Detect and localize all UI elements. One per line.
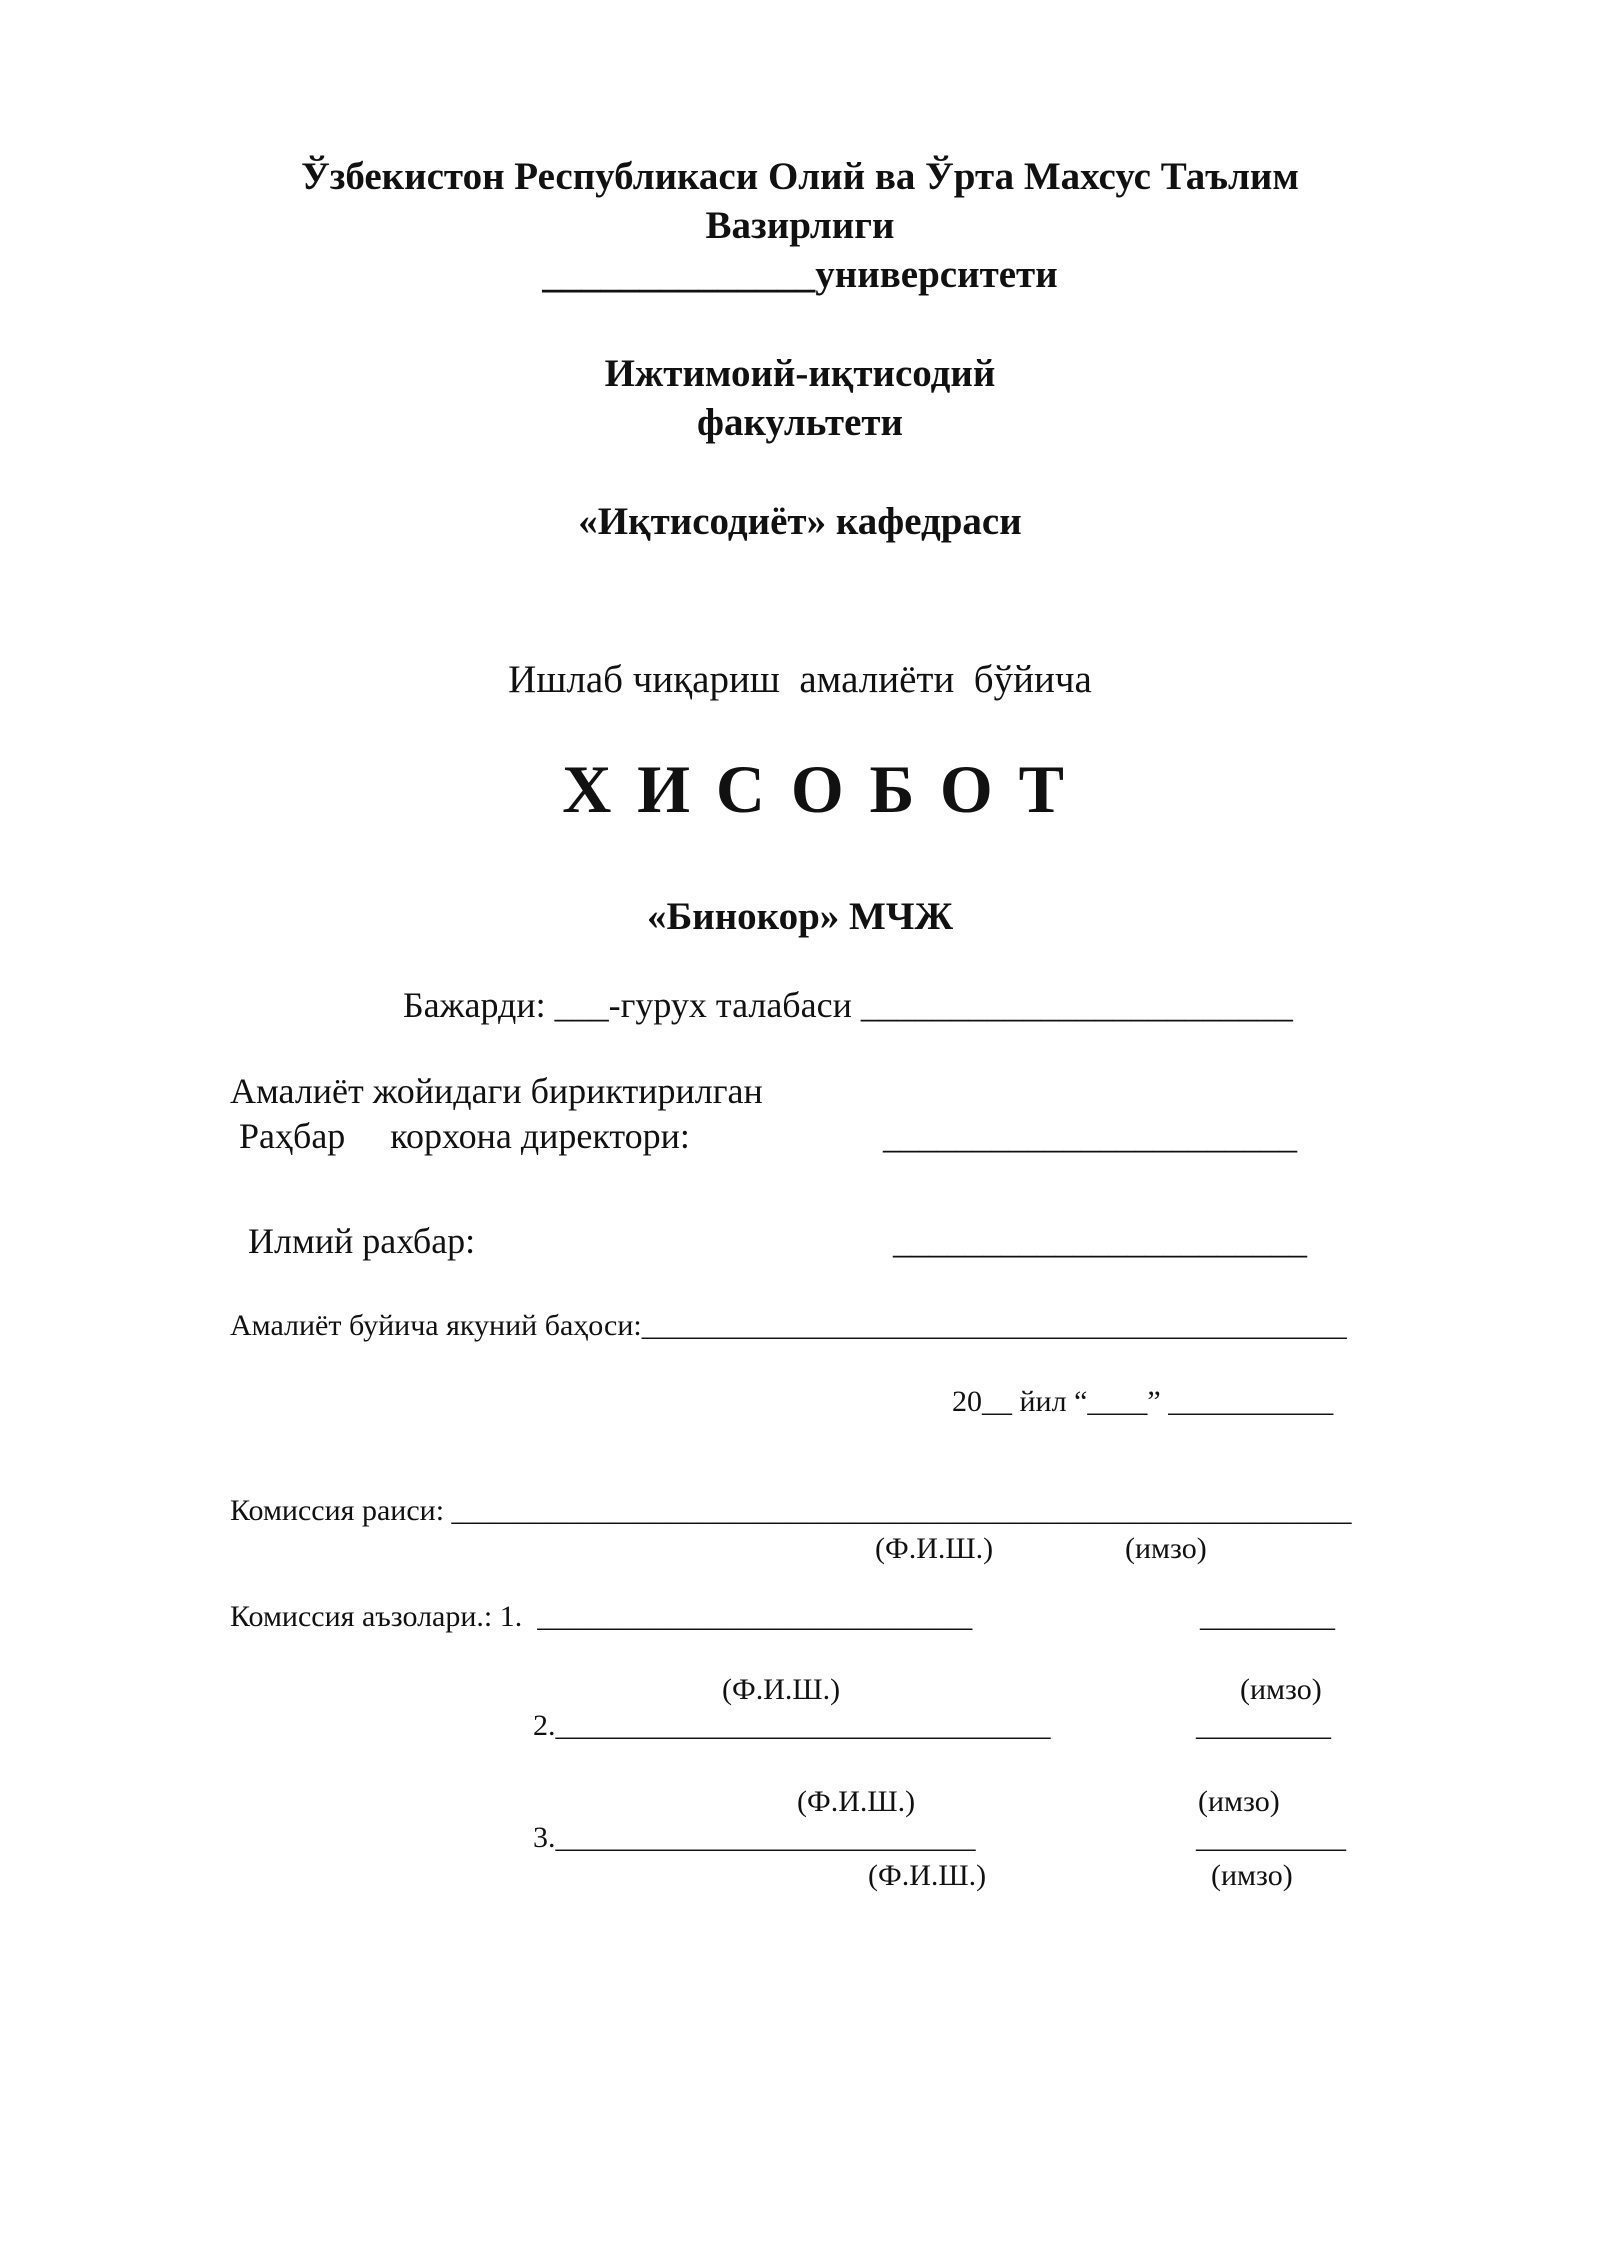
- member2-signature-blank: _________: [1196, 1709, 1331, 1742]
- ministry-title-line1: Ўзбекистон Республикаси Олий ва Ўрта Махсус Таълим: [301, 155, 1299, 198]
- ministry-title-line2: Вазирлиги: [705, 204, 895, 247]
- member3-fish-label: (Ф.И.Ш.): [868, 1859, 987, 1892]
- performed-by-line: Бажарди: ___-гурух талабаси ________________________: [403, 985, 1293, 1025]
- supervisor-signature-blank: _______________________: [883, 1116, 1297, 1156]
- commission-chair-line: Комиссия раиси: ____________________________________________________________: [230, 1494, 1352, 1527]
- member3-signature-label: (имзо): [1211, 1859, 1293, 1892]
- chair-fish-label: (Ф.И.Ш.): [875, 1532, 994, 1565]
- member3-signature-blank: __________: [1196, 1821, 1346, 1854]
- supervisor-line1: Амалиёт жойидаги бириктирилган: [230, 1071, 763, 1111]
- member2-signature-label: (имзо): [1198, 1785, 1280, 1818]
- supervisor-line2: Раҳбар корхона директори:: [239, 1116, 690, 1156]
- faculty-line1: Ижтимоий-иқтисодий: [604, 352, 996, 395]
- company-name: «Бинокор» МЧЖ: [646, 895, 954, 938]
- member1-fish-label: (Ф.И.Ш.): [722, 1673, 841, 1706]
- member3-line: 3.____________________________: [533, 1821, 976, 1854]
- report-title: ХИСОБОТ: [562, 751, 1090, 827]
- final-grade-line: Амалиёт буйича якуний баҳоси:_______________________________________________: [230, 1309, 1347, 1342]
- university-line: ______________университети: [542, 253, 1058, 296]
- member1-signature-label: (имзо): [1240, 1673, 1322, 1706]
- member2-fish-label: (Ф.И.Ш.): [797, 1785, 916, 1818]
- chair-signature-label: (имзо): [1125, 1532, 1207, 1565]
- scientific-supervisor-blank: _______________________: [893, 1221, 1307, 1261]
- commission-members-line1: Комиссия аъзолари.: 1. _____________________________: [230, 1600, 973, 1633]
- date-line: 20__ йил “____” ___________: [952, 1385, 1334, 1418]
- report-subtitle: Ишлаб чиқариш амалиёти бўйича: [508, 658, 1092, 701]
- department-line: «Иқтисодиёт» кафедраси: [578, 500, 1022, 543]
- scientific-supervisor-label: Илмий рахбар:: [248, 1221, 476, 1261]
- faculty-line2: факультети: [696, 401, 904, 444]
- member1-signature-blank: _________: [1200, 1600, 1335, 1633]
- member2-line: 2._________________________________: [533, 1709, 1051, 1742]
